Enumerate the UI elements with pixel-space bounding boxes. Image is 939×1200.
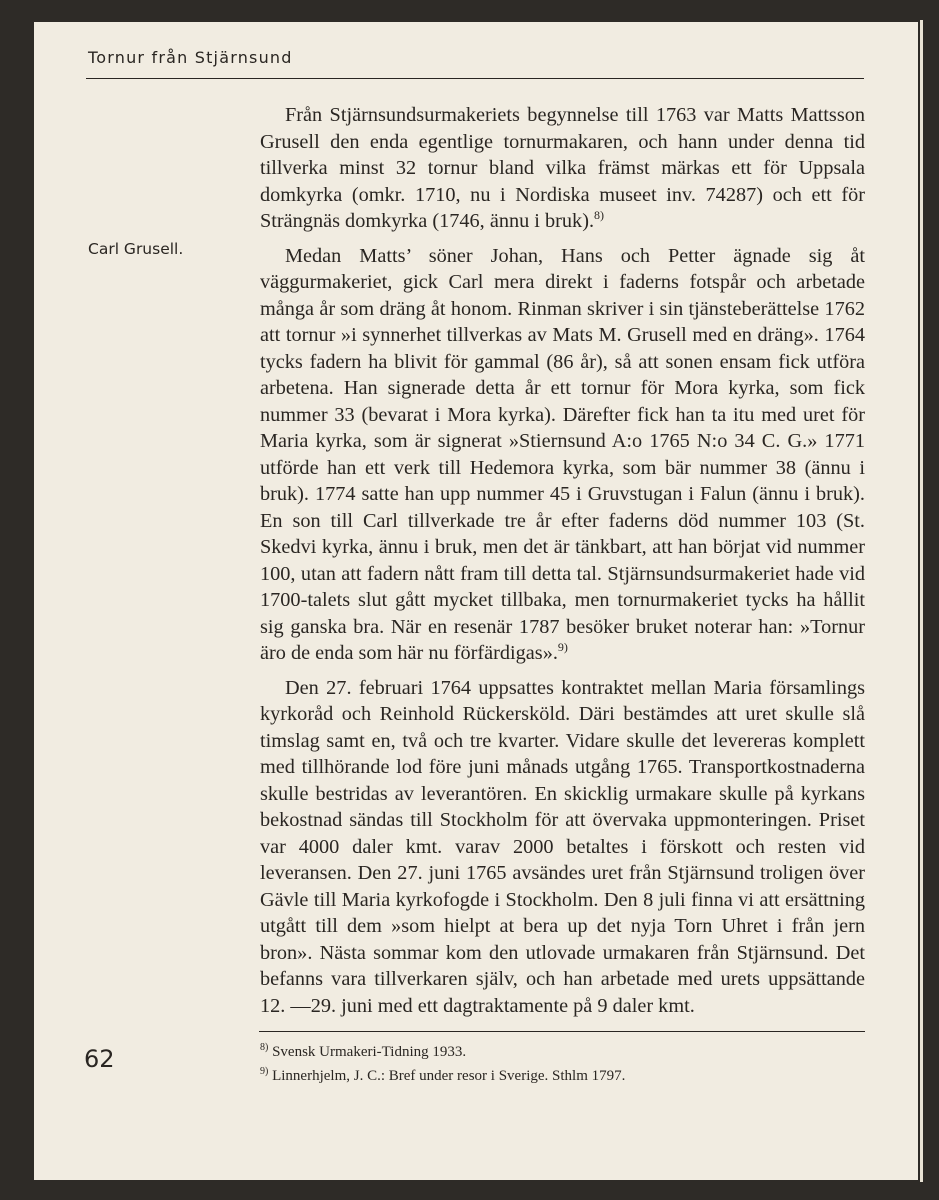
running-title: Tornur från Stjärnsund (88, 48, 293, 67)
paragraph (260, 102, 865, 235)
footnote-ref: 9) (557, 640, 568, 655)
footnote-text: Svensk Urmakeri-Tidning 1933. (272, 1044, 467, 1060)
paragraph (260, 675, 865, 1020)
footnotes (260, 1040, 865, 1088)
footnote (260, 1064, 865, 1088)
page-edge (920, 20, 923, 1182)
page-number: 62 (84, 1045, 115, 1073)
paragraph (260, 243, 865, 667)
header-rule (86, 78, 864, 79)
footnote-ref: 8) (594, 208, 605, 223)
footnote-text: Linnerhjelm, J. C.: Bref under resor i Sverige. Sthlm 1797. (272, 1068, 626, 1084)
margin-note: Carl Grusell. (88, 240, 184, 258)
footnote (260, 1040, 865, 1064)
footnote-marker: 8) (260, 1042, 269, 1053)
paragraph-text: Medan Matts’ söner Johan, Hans och Petter ägnade sig åt väggurmakeriet, gick Carl mera direkt i faderns fotspår och arbetade många år som dräng åt honom. Rinman skriver i sin tjänsteberättelse 1762 att tornur »i synnerhet tillverkas av Mats M. Grusell med en dräng». 1764 tycks fadern ha blivit för gammal (86 år), så att sonen ensam fick utföra arbetena. Han signerade detta år ett tornur för Mora kyrka, som fick nummer 33 (bevarat i Mora kyrka). Därefter fick han ta itu med uret för Maria kyrka, som är signerat »Stiernsund A:o 1765 N:o 34 C. G.» 1771 utförde han ett verk till Hedemora kyrka, som bär nummer 38 (ännu i bruk). 1774 satte han upp nummer 45 i Gruvstugan i Falun (ännu i bruk). En son till Carl tillverkade tre år efter faderns död nummer 103 (St. Skedvi kyrka, ännu i bruk, men det är tänkbart, att han börjat vid nummer 100, utan att fadern nått fram till detta tal. Stjärnsundsurmakeriet hade vid 1700-talets slut gått mycket tillbaka, men tornurmakeriet tycks ha hållit sig ganska bra. När en resenär 1787 besöker bruket noterar han: »Tornur äro de enda som här nu förfärdigas». (260, 244, 865, 664)
footnote-rule (259, 1031, 865, 1032)
body-text (260, 102, 865, 1027)
paragraph-text: Från Stjärnsundsurmakeriets begynnelse till 1763 var Matts Mattsson Grusell den enda egentlige tornurmakaren, och hann under denna tid tillverka minst 32 tornur bland vilka främst märkas ett för Uppsala domkyrka (omkr. 1710, nu i Nordiska museet inv. 74287) och ett för Strängnäs domkyrka (1746, ännu i bruk). (260, 104, 865, 232)
paragraph-text: Den 27. februari 1764 uppsattes kontraktet mellan Maria församlings kyrkoråd och Reinhold Rückersköld. Däri bestämdes att uret skulle slå timslag samt en, två och tre kvarter. Vidare skulle det levereras komplett med tillhörande lod före juni månads utgång 1765. Transportkostnaderna skulle bestridas av leverantören. En skicklig urmakare skulle på kyrkans bekostnad sändas till Stockholm för att övervaka uppmonteringen. Priset var 4000 daler kmt. varav 2000 betaltes i förskott och resten vid leveransen. Den 27. juni 1765 avsändes uret från Stjärnsund troligen över Gävle till Maria kyrkofogde i Stockholm. Den 8 juli finna vi att ersättning utgått till dem »som hielpt at bera up det nyja Torn Uhret i från jern bron». Nästa sommar kom den utlovade urmakaren från Stjärnsund. Det befanns vara tillverkaren själv, och han arbetade med urets uppsättande 12. —29. juni med ett dagtraktamente på 9 daler kmt. (260, 676, 865, 1017)
footnote-marker: 9) (260, 1066, 269, 1077)
